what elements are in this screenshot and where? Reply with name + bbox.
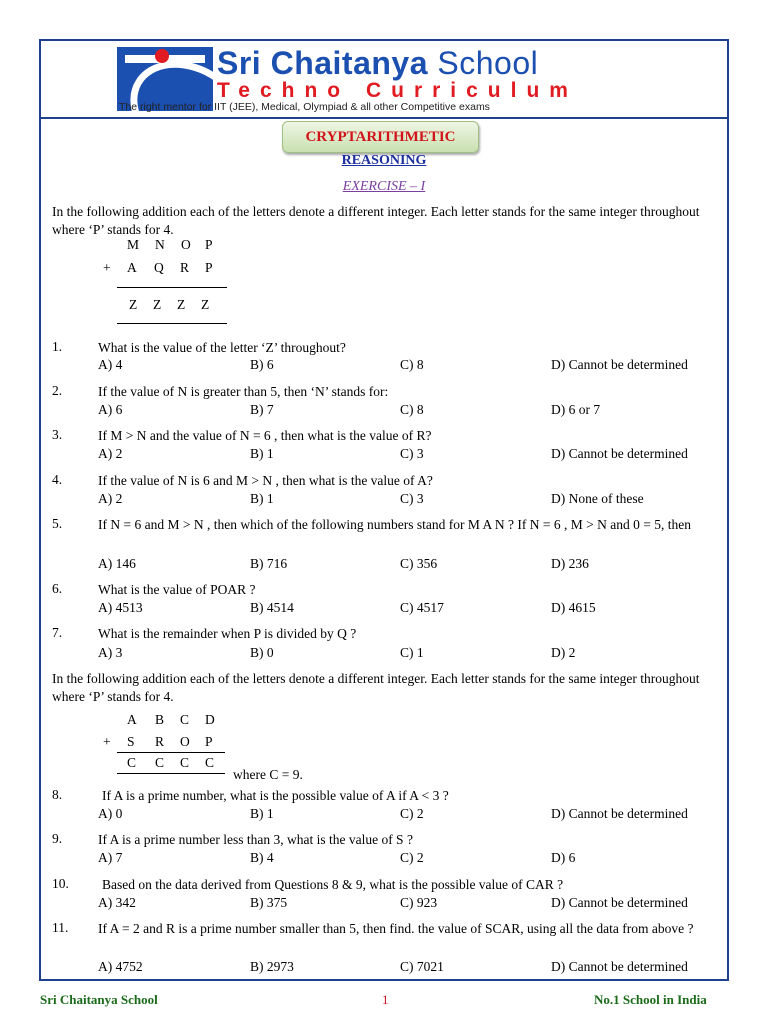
option-c: C) 2	[400, 806, 424, 821]
option-c: C) 356	[400, 556, 438, 571]
puzzle2-result: C	[127, 755, 137, 770]
puzzle1-cell: P	[205, 237, 213, 252]
option-a: A) 3	[98, 645, 123, 660]
puzzle2-cell: O	[180, 734, 190, 749]
puzzle2-cell: S	[127, 734, 135, 749]
subject-heading: REASONING	[341, 153, 427, 168]
header	[41, 41, 727, 119]
question-text: If the value of N is greater than 5, then ‘N’ stands for:	[98, 384, 389, 399]
sum-line	[117, 287, 227, 288]
puzzle1-cell: Q	[154, 260, 164, 275]
question-text: What is the value of POAR ?	[98, 582, 256, 597]
option-d: D) 6	[551, 850, 576, 865]
option-b: B) 1	[250, 446, 274, 461]
exercise-heading: EXERCISE – I	[342, 179, 426, 194]
puzzle2-result: C	[205, 755, 215, 770]
brand-name: Sri Chaitanya School	[217, 45, 539, 81]
option-b: B) 1	[250, 806, 274, 821]
option-d: D) Cannot be determined	[551, 959, 688, 974]
question-text: If A is a prime number less than 3, what is the value of S ?	[98, 832, 413, 847]
option-b: B) 7	[250, 402, 274, 417]
puzzle2-cell: R	[155, 734, 165, 749]
option-d: D) Cannot be determined	[551, 357, 688, 372]
question-text: If A = 2 and R is a prime number smaller than 5, then find. the value of SCAR, using all the data from above ?	[98, 921, 694, 936]
option-d: D) 4615	[551, 600, 596, 615]
option-b: B) 1	[250, 491, 274, 506]
puzzle2-cell: P	[205, 734, 213, 749]
option-c: C) 8	[400, 357, 424, 372]
section2-intro: In the following addition each of the letters denote a different integer. Each letter stands for the same integer throughout where ‘P’ stands for 4.	[52, 671, 700, 704]
option-b: B) 716	[250, 556, 288, 571]
page-title: CRYPTARITHMETIC	[282, 121, 479, 153]
puzzle1-result: Z	[153, 297, 162, 312]
section1-intro: In the following addition each of the letters denote a different integer. Each letter stands for the same integer throughout where ‘P’ stands for 4.	[52, 204, 700, 237]
puzzle1-cell: A	[127, 260, 137, 275]
option-b: B) 6	[250, 357, 274, 372]
puzzle2-cell: D	[205, 712, 215, 727]
brand-subtitle: Techno Curriculum	[217, 79, 578, 102]
option-a: A) 4752	[98, 959, 143, 974]
option-c: C) 7021	[400, 959, 444, 974]
option-d: D) Cannot be determined	[551, 446, 688, 461]
option-b: B) 0	[250, 645, 274, 660]
option-d: D) 236	[551, 556, 589, 571]
option-b: B) 375	[250, 895, 288, 910]
option-c: C) 8	[400, 402, 424, 417]
question-text: If A is a prime number, what is the possible value of A if A < 3 ?	[102, 788, 449, 803]
puzzle1-cell: O	[181, 237, 191, 252]
question-text: If N = 6 and M > N , then which of the following numbers stand for M A N ? If N = 6 , M > N and 0 = 5, then	[98, 517, 691, 532]
page-number: 1	[382, 992, 389, 1007]
question-number: 3.	[52, 427, 63, 442]
question-text: What is the remainder when P is divided by Q ?	[98, 626, 357, 641]
question-number: 4.	[52, 472, 63, 487]
option-b: B) 4	[250, 850, 274, 865]
option-c: C) 3	[400, 446, 424, 461]
footer-slogan: No.1 School in India	[594, 992, 707, 1007]
option-a: A) 2	[98, 446, 123, 461]
puzzle2-cell: B	[155, 712, 165, 727]
option-a: A) 6	[98, 402, 123, 417]
option-c: C) 1	[400, 645, 424, 660]
option-d: D) 6 or 7	[551, 402, 601, 417]
option-a: A) 0	[98, 806, 123, 821]
question-number: 8.	[52, 787, 63, 802]
option-c: C) 4517	[400, 600, 444, 615]
question-number: 11.	[52, 920, 69, 935]
question-number: 1.	[52, 339, 63, 354]
option-c: C) 3	[400, 491, 424, 506]
question-number: 5.	[52, 516, 63, 531]
puzzle1-plus: +	[103, 260, 111, 275]
option-a: A) 146	[98, 556, 136, 571]
question-text: If M > N and the value of N = 6 , then what is the value of R?	[98, 428, 432, 443]
tagline: The right mentor for IIT (JEE), Medical, Olympiad & all other Competitive exams	[119, 101, 490, 113]
option-a: A) 342	[98, 895, 136, 910]
question-text: What is the value of the letter ‘Z’ throughout?	[98, 340, 346, 355]
option-b: B) 2973	[250, 959, 294, 974]
question-number: 6.	[52, 581, 63, 596]
option-a: A) 4	[98, 357, 123, 372]
option-d: D) Cannot be determined	[551, 806, 688, 821]
question-number: 9.	[52, 831, 63, 846]
question-text: If the value of N is 6 and M > N , then what is the value of A?	[98, 473, 433, 488]
option-d: D) Cannot be determined	[551, 895, 688, 910]
puzzle1-result: Z	[201, 297, 210, 312]
sum-line	[117, 773, 225, 774]
puzzle2-result: C	[155, 755, 165, 770]
question-number: 7.	[52, 625, 63, 640]
puzzle1-result: Z	[177, 297, 186, 312]
puzzle1-cell: R	[180, 260, 190, 275]
footer-school-name: Sri Chaitanya School	[40, 992, 158, 1007]
puzzle2-plus: +	[103, 734, 111, 749]
option-a: A) 4513	[98, 600, 143, 615]
option-d: D) None of these	[551, 491, 644, 506]
puzzle2-cell: C	[180, 712, 190, 727]
puzzle1-cell: P	[205, 260, 213, 275]
puzzle1-cell: N	[155, 237, 165, 252]
sum-line	[117, 323, 227, 324]
puzzle1-cell: M	[127, 237, 140, 252]
option-b: B) 4514	[250, 600, 294, 615]
question-number: 10.	[52, 876, 69, 891]
puzzle2-note: where C = 9.	[233, 767, 303, 782]
puzzle2-result: C	[180, 755, 190, 770]
option-a: A) 2	[98, 491, 123, 506]
puzzle2-cell: A	[127, 712, 137, 727]
question-text: Based on the data derived from Questions 8 & 9, what is the possible value of CAR ?	[102, 877, 564, 892]
option-c: C) 923	[400, 895, 438, 910]
sum-line	[117, 752, 225, 753]
option-d: D) 2	[551, 645, 576, 660]
option-a: A) 7	[98, 850, 123, 865]
option-c: C) 2	[400, 850, 424, 865]
puzzle1-result: Z	[129, 297, 138, 312]
question-number: 2.	[52, 383, 63, 398]
